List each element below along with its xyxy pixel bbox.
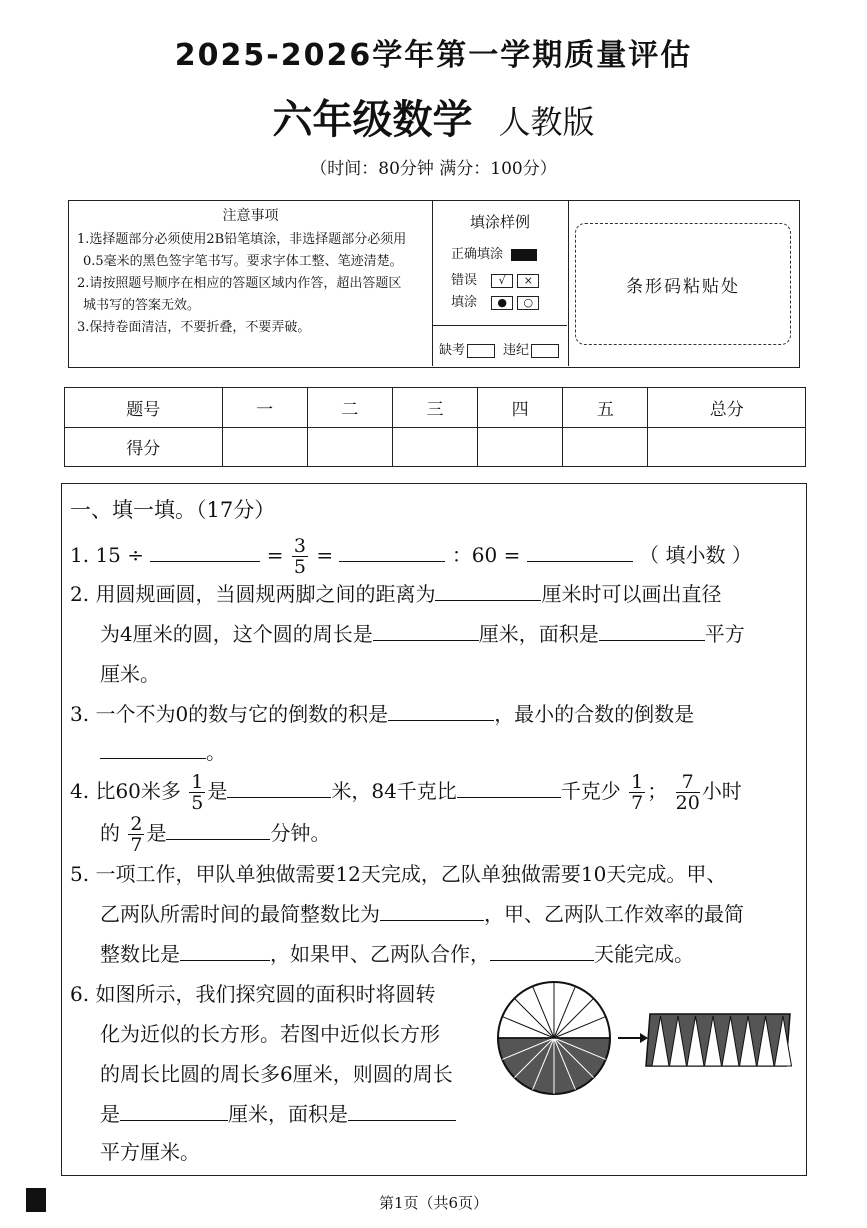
fraction: $\frac{1}{5}$ xyxy=(191,771,204,814)
sample-heading: 填涂样例 xyxy=(469,213,530,231)
question-6-line-4: 是 厘米，面积是 xyxy=(100,1098,456,1127)
filled-box-icon xyxy=(511,249,537,261)
table-cell: 总分 xyxy=(648,388,806,428)
exam-title: 2025-2026学年第一学期质量评估 xyxy=(174,38,693,73)
absent-violation: 缺考 违纪 xyxy=(439,339,559,358)
notice-item: 1.选择题部分必须使用2B铅笔填涂，非选择题部分必须用 xyxy=(77,232,407,247)
score-cell[interactable] xyxy=(307,427,392,467)
answer-blank[interactable] xyxy=(120,1102,228,1121)
fraction: $\frac{1}{7}$ xyxy=(631,771,644,814)
dot-fill-icon: ● xyxy=(491,296,513,310)
question-2-line-2: 为4厘米的圆，这个圆的周长是 厘米，面积是 平方 xyxy=(100,622,745,646)
time-note: （时间：80分钟 满分：100分） xyxy=(310,159,557,179)
question-6: 6. 如图所示，我们探究圆的面积时将圆转 xyxy=(70,982,436,1006)
answer-blank[interactable] xyxy=(150,543,260,562)
notice-item: 3.保持卷面清洁，不要折叠，不要弄破。 xyxy=(77,320,311,335)
question-5-line-2: 乙两队所需时间的最简整数比为 ，甲、乙两队工作效率的最简 xyxy=(100,902,744,926)
score-table xyxy=(64,387,806,467)
fraction: $\frac{3}{5}$ xyxy=(293,535,306,578)
question-2: 2. 用圆规画圆，当圆规两脚之间的距离为 厘米时可以画出直径 xyxy=(70,582,722,606)
table-cell: 三 xyxy=(392,388,477,428)
question-2-line-3: 厘米。 xyxy=(100,662,160,686)
question-1: 1. 15 ÷ = $\frac{3}{5}$ = ：60 = （ 填小数 ） xyxy=(70,535,752,578)
arrow-icon xyxy=(618,1033,648,1043)
table-cell: 一 xyxy=(222,388,307,428)
table-cell: 题号 xyxy=(65,388,223,428)
barcode-placeholder: 条形码粘贴处 xyxy=(575,223,791,345)
absent-checkbox[interactable] xyxy=(467,344,495,358)
violation-checkbox[interactable] xyxy=(531,344,559,358)
question-6-line-5: 平方厘米。 xyxy=(100,1140,200,1164)
question-5-line-3: 整数比是 ，如果甲、乙两队合作， 天能完成。 xyxy=(100,942,694,966)
answer-blank[interactable] xyxy=(339,543,445,562)
score-cell[interactable] xyxy=(222,427,307,467)
notice-item: 2.请按照题号顺序在相应的答题区域内作答，超出答题区 xyxy=(77,276,402,291)
table-row xyxy=(65,427,806,467)
sectored-circle-icon xyxy=(498,982,610,1094)
edition-label: 人教版 xyxy=(498,103,595,141)
answer-blank[interactable] xyxy=(180,942,270,961)
answer-blank[interactable] xyxy=(227,779,331,798)
question-6-line-3: 的周长比圆的周长多6厘米，则圆的周长 xyxy=(100,1062,453,1086)
table-cell: 二 xyxy=(307,388,392,428)
score-cell[interactable] xyxy=(478,427,563,467)
answer-blank[interactable] xyxy=(166,821,270,840)
score-cell[interactable] xyxy=(563,427,648,467)
notice-heading: 注意事项 xyxy=(222,208,279,224)
table-row xyxy=(65,388,806,428)
correct-sample: 正确填涂 xyxy=(451,243,537,262)
notice-item: 0.5毫米的黑色签字笔书写。要求字体工整、笔迹清楚。 xyxy=(83,254,403,269)
wrong-sample-2: 填涂 ● ○ xyxy=(451,291,539,310)
question-4: 4. 比60米多 $\frac{1}{5}$ 是 米，84千克比 千克少 $\frac{1}{7}$ ； $\frac{7}{20}$ 小时 xyxy=(70,771,742,814)
page-footer: 第1页（共6页） xyxy=(378,1194,489,1212)
approx-rectangle-icon xyxy=(646,1014,792,1066)
answer-blank[interactable] xyxy=(388,702,494,721)
answer-blank[interactable] xyxy=(457,779,561,798)
fill-sample xyxy=(433,201,569,366)
table-cell: 得分 xyxy=(65,427,223,467)
section-1 xyxy=(61,483,807,1176)
answer-blank[interactable] xyxy=(100,740,206,759)
fraction: $\frac{2}{7}$ xyxy=(130,813,143,856)
answer-blank[interactable] xyxy=(527,543,633,562)
answer-blank[interactable] xyxy=(490,942,594,961)
section-title: 一、填一填。（17分） xyxy=(70,498,276,522)
table-cell: 四 xyxy=(478,388,563,428)
answer-blank[interactable] xyxy=(380,902,484,921)
wrong-sample: 错误 √ × xyxy=(451,269,539,288)
barcode-area xyxy=(569,201,798,366)
circle-to-rectangle-figure xyxy=(494,978,794,1098)
question-4-line-2: 的 $\frac{2}{7}$ 是 分钟。 xyxy=(100,813,331,856)
question-6-line-2: 化为近似的长方形。若图中近似长方形 xyxy=(100,1022,440,1046)
cross-mark-icon: × xyxy=(517,274,539,288)
score-cell[interactable] xyxy=(648,427,806,467)
notice-rules xyxy=(69,201,433,366)
check-mark-icon: √ xyxy=(491,274,513,288)
circle-mark-icon: ○ xyxy=(517,296,539,310)
score-cell[interactable] xyxy=(392,427,477,467)
notice-item: 城书写的答案无效。 xyxy=(83,298,201,313)
answer-blank[interactable] xyxy=(599,622,705,641)
question-5: 5. 一项工作，甲队单独做需要12天完成，乙队单独做需要10天完成。甲、 xyxy=(70,862,727,886)
fraction: $\frac{7}{20}$ xyxy=(675,771,700,814)
table-cell: 五 xyxy=(563,388,648,428)
subject-title: 六年级数学 人教版 xyxy=(272,96,595,143)
question-3-line-2: 。 xyxy=(100,736,226,765)
answer-blank[interactable] xyxy=(348,1102,456,1121)
notice-panel xyxy=(68,200,800,368)
answer-blank[interactable] xyxy=(373,622,479,641)
question-3: 3. 一个不为0的数与它的倒数的积是 ，最小的合数的倒数是 xyxy=(70,702,695,726)
answer-blank[interactable] xyxy=(435,582,541,601)
